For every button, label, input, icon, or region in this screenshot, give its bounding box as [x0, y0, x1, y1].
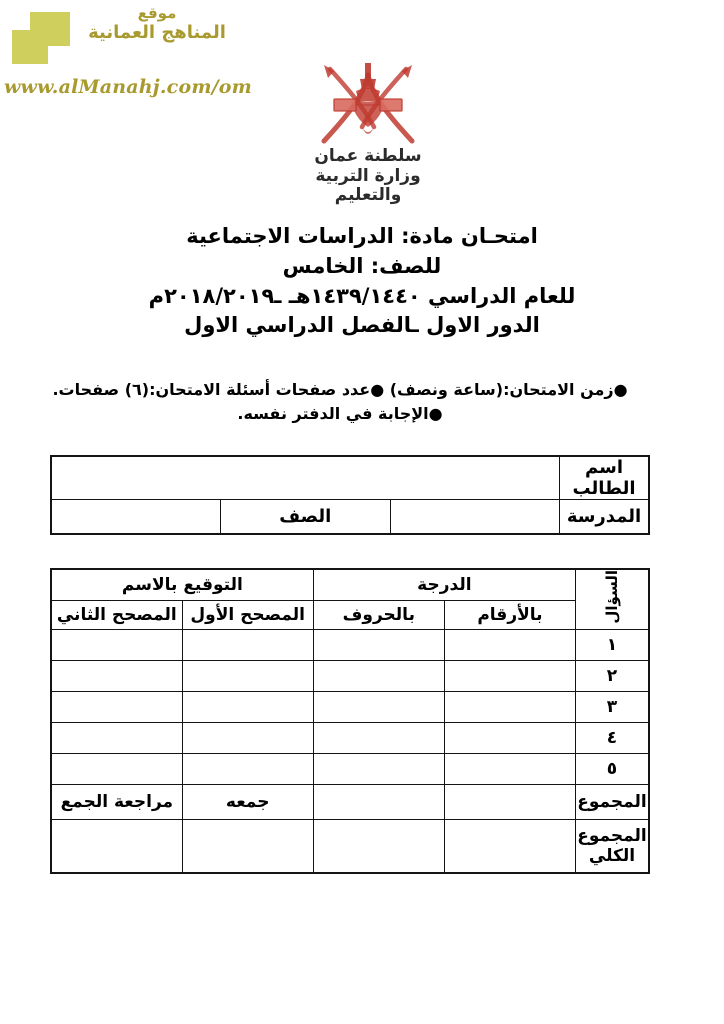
sum-second-marker-cell[interactable]: مراجعة الجمع [51, 785, 182, 820]
emblem-caption-country: سلطنة عمان [314, 146, 422, 166]
grade-letters-cell[interactable] [313, 692, 444, 723]
page-title [0, 222, 724, 341]
sum-label: المجموع [576, 785, 650, 820]
grade-numbers-cell[interactable] [444, 692, 575, 723]
table-row [51, 500, 649, 535]
question-number: ٣ [576, 692, 650, 723]
watermark-line2: المناهج العمانية [88, 22, 226, 44]
title-grade: للصف: الخامس [282, 253, 442, 278]
emblem-caption-ministry: وزارة التربية والتعليم [315, 165, 421, 206]
grand-total-label-line2: الكلي [588, 846, 636, 866]
grade-letters-cell[interactable] [313, 723, 444, 754]
first-marker-cell[interactable] [182, 754, 313, 785]
site-watermark [0, 0, 250, 112]
first-marker-cell[interactable] [182, 692, 313, 723]
table-row [51, 692, 649, 723]
watermark-text [72, 4, 242, 44]
note-answer-booklet: ●الإجابة في الدفتر نفسه. [237, 404, 443, 423]
first-marker-cell[interactable] [182, 630, 313, 661]
grade-numbers-cell[interactable] [444, 630, 575, 661]
question-column-header-text: السؤال [602, 570, 621, 624]
second-marker-cell[interactable] [51, 754, 182, 785]
oman-national-emblem-icon [298, 55, 438, 147]
title-session-term: الدور الاول ـالفصل الدراسي الاول [184, 313, 540, 338]
school-value[interactable] [390, 500, 560, 535]
second-marker-cell[interactable] [51, 692, 182, 723]
table-subheader-row [51, 601, 649, 630]
subheader-first-marker: المصحح الأول [182, 601, 313, 630]
emblem-caption [298, 147, 438, 206]
school-label: المدرسة [560, 500, 650, 535]
first-marker-cell[interactable] [182, 661, 313, 692]
first-marker-cell[interactable] [182, 723, 313, 754]
question-number: ٤ [576, 723, 650, 754]
subheader-second-marker: المصحح الثاني [51, 601, 182, 630]
watermark-url[interactable]: www.alManahj.com/om [4, 76, 252, 98]
grand-total-second-marker-cell[interactable] [51, 820, 182, 874]
table-row [51, 754, 649, 785]
grade-numbers-cell[interactable] [444, 754, 575, 785]
grand-total-label [576, 820, 650, 874]
class-value[interactable] [51, 500, 221, 535]
sum-first-marker-cell[interactable]: جمعه [182, 785, 313, 820]
grand-total-row [51, 820, 649, 874]
table-row [51, 661, 649, 692]
note-duration-pages: ●زمن الامتحان:(ساعة ونصف) ●عدد صفحات أسئلة الامتحان:(٦) صفحات. [52, 380, 628, 399]
grand-total-label-line1: المجموع [577, 825, 647, 846]
sum-letters-cell[interactable] [313, 785, 444, 820]
second-marker-cell[interactable] [51, 723, 182, 754]
table-row [51, 723, 649, 754]
watermark-line1: موقع [137, 4, 177, 22]
second-marker-cell[interactable] [51, 661, 182, 692]
grand-total-numbers-cell[interactable] [444, 820, 575, 874]
sum-row [51, 785, 649, 820]
table-row [51, 630, 649, 661]
grand-total-letters-cell[interactable] [313, 820, 444, 874]
question-number: ١ [576, 630, 650, 661]
subheader-letters: بالحروف [313, 601, 444, 630]
exam-notes [30, 378, 650, 426]
question-number: ٥ [576, 754, 650, 785]
question-column-header [576, 569, 650, 630]
ministry-emblem [298, 55, 438, 206]
table-header-row [51, 569, 649, 601]
grading-table [50, 568, 650, 874]
title-subject: امتحـان مادة: الدراسات الاجتماعية [186, 224, 538, 248]
class-label: الصف [221, 500, 391, 535]
grade-numbers-cell[interactable] [444, 661, 575, 692]
student-info-table [50, 455, 650, 535]
grade-letters-cell[interactable] [313, 630, 444, 661]
title-academic-year: للعام الدراسي ١٤٣٩/١٤٤٠هـ ـ٢٠١٨/٢٠١٩م [148, 283, 576, 308]
signature-group-header: التوقيع بالاسم [51, 569, 313, 601]
grand-total-first-marker-cell[interactable] [182, 820, 313, 874]
grade-letters-cell[interactable] [313, 661, 444, 692]
subheader-numbers: بالأرقام [444, 601, 575, 630]
grade-group-header: الدرجة [313, 569, 575, 601]
watermark-logo-icon [12, 12, 70, 64]
student-name-label: اسم الطالب [560, 456, 650, 500]
grade-letters-cell[interactable] [313, 754, 444, 785]
table-row [51, 456, 649, 500]
grade-numbers-cell[interactable] [444, 723, 575, 754]
question-number: ٢ [576, 661, 650, 692]
student-name-value[interactable] [51, 456, 560, 500]
second-marker-cell[interactable] [51, 630, 182, 661]
sum-numbers-cell[interactable] [444, 785, 575, 820]
